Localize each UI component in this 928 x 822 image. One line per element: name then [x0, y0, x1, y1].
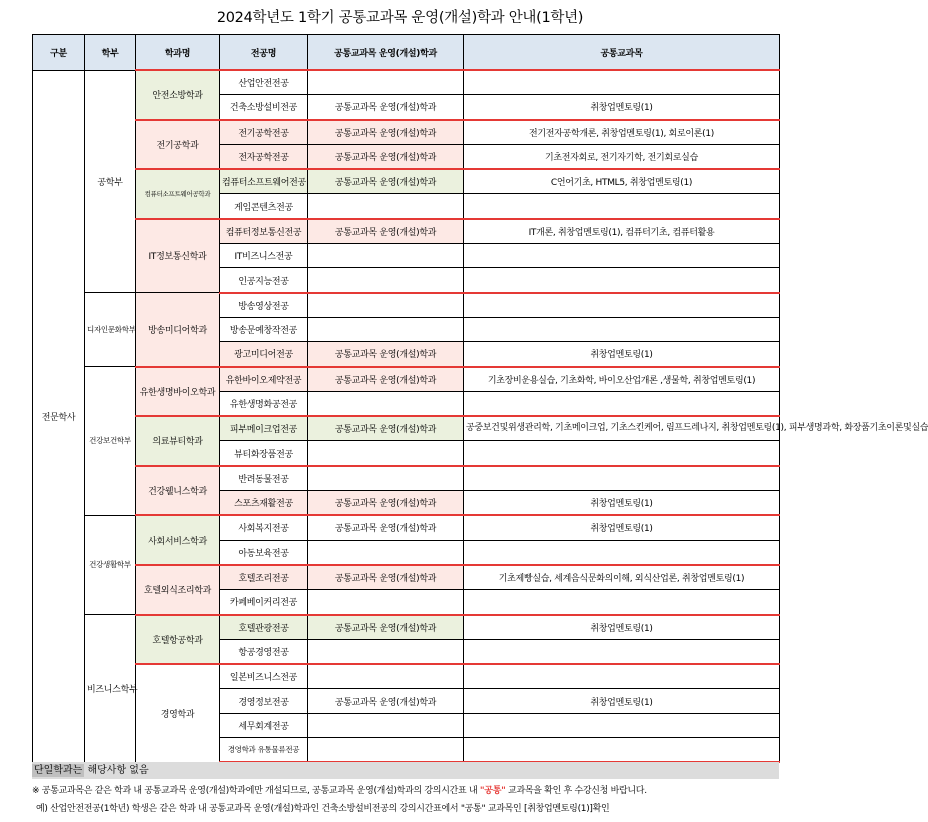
major-cell: 유한생명화공전공 — [220, 391, 308, 416]
major-cell: 사회복지전공 — [220, 515, 308, 540]
operating-cell: 공통교과목 운영(개설)학과 — [308, 416, 464, 441]
major-cell: IT비즈니스전공 — [220, 244, 308, 268]
courses-cell — [464, 70, 780, 95]
single-department-label: 단일학과는 — [34, 765, 83, 776]
table-row — [33, 664, 780, 689]
faculty-cell: 디자인문화학부 — [85, 293, 136, 367]
operating-cell — [308, 194, 464, 219]
common-course-note — [32, 783, 647, 796]
department-cell: 의료뷰티학과 — [136, 416, 220, 466]
operating-cell — [308, 293, 464, 318]
operating-cell: 공통교과목 운영(개설)학과 — [308, 95, 464, 120]
operating-cell — [308, 317, 464, 341]
department-cell: 경영학과 — [136, 664, 220, 762]
department-cell: 전기공학과 — [136, 120, 220, 170]
major-cell: 피부메이크업전공 — [220, 416, 308, 441]
table-row — [33, 367, 780, 392]
courses-cell — [464, 466, 780, 491]
table-row — [33, 565, 780, 590]
operating-cell — [308, 713, 464, 737]
courses-cell — [464, 540, 780, 565]
table-row — [33, 416, 780, 441]
faculty-cell: 건강보건학부 — [85, 367, 136, 516]
major-cell: 아동보육전공 — [220, 540, 308, 565]
courses-cell — [464, 391, 780, 416]
courses-cell — [464, 194, 780, 219]
page-title: 2024학년도 1학기 공통교과목 운영(개설)학과 안내(1학년) — [216, 10, 584, 26]
courses-cell — [464, 317, 780, 341]
operating-cell — [308, 664, 464, 689]
major-cell: 뷰티화장품전공 — [220, 441, 308, 466]
courses-cell: 기초제빵실습, 세계음식문화의이해, 외식산업론, 취창업멘토링(1) — [464, 565, 780, 590]
operating-cell: 공통교과목 운영(개설)학과 — [308, 515, 464, 540]
table-row — [33, 615, 780, 640]
major-cell: 컴퓨터정보통신전공 — [220, 219, 308, 244]
department-cell: 건강웰니스학과 — [136, 466, 220, 516]
courses-cell: 취창업멘토링(1) — [464, 491, 780, 516]
courses-cell: 취창업멘토링(1) — [464, 689, 780, 713]
major-cell: 호텔관광전공 — [220, 615, 308, 640]
major-cell: 세무회계전공 — [220, 713, 308, 737]
courses-cell: C언어기초, HTML5, 취창업멘토링(1) — [464, 169, 780, 194]
operating-cell: 공통교과목 운영(개설)학과 — [308, 342, 464, 367]
operating-cell — [308, 268, 464, 293]
table-row — [33, 515, 780, 540]
courses-cell — [464, 664, 780, 689]
table-row — [33, 70, 780, 95]
operating-cell: 공통교과목 운영(개설)학과 — [308, 565, 464, 590]
single-department-note — [32, 762, 779, 779]
courses-cell — [464, 738, 780, 763]
example-note: 예) 산업안전전공(1학년) 학생은 같은 학과 내 공통교과목 운영(개설)학과인 건축소방설비전공의 강의시간표에서 "공통" 교과목인 [취창업멘토링(1)]확인 — [36, 804, 610, 814]
header-department: 학과명 — [136, 35, 220, 71]
major-cell: 호텔조리전공 — [220, 565, 308, 590]
department-cell: 호텔외식조리학과 — [136, 565, 220, 615]
major-cell: 게임콘텐츠전공 — [220, 194, 308, 219]
major-cell: 스포츠재활전공 — [220, 491, 308, 516]
major-cell: 경영정보전공 — [220, 689, 308, 713]
major-cell: 항공경영전공 — [220, 639, 308, 664]
operating-cell — [308, 391, 464, 416]
courses-cell — [464, 639, 780, 664]
table-header-row — [33, 35, 780, 71]
courses-cell: 취창업멘토링(1) — [464, 515, 780, 540]
courses-cell: 공중보건및위생관리학, 기초메이크업, 기초스킨케어, 림프드레나지, 취창업멘토링(1), 피부생명과학, 화장품기초이론및실습 — [464, 416, 780, 441]
major-cell: 경영학과 유통물류전공 — [220, 738, 308, 763]
courses-cell — [464, 293, 780, 318]
major-cell: 유한바이오제약전공 — [220, 367, 308, 392]
table-row — [33, 120, 780, 145]
courses-cell: 전기전자공학개론, 취창업멘토링(1), 회로이론(1) — [464, 120, 780, 145]
courses-cell — [464, 441, 780, 466]
operating-cell: 공통교과목 운영(개설)학과 — [308, 120, 464, 145]
faculty-cell: 건강생활학부 — [85, 515, 136, 614]
common-course-note-a: ※ 공통교과목은 같은 학과 내 공통교과목 운영(개설)학과에만 개설되므로, 공통교과목 운영(개설)학과의 강의시간표 내 — [32, 786, 480, 796]
courses-cell — [464, 244, 780, 268]
major-cell: 건축소방설비전공 — [220, 95, 308, 120]
table-row — [33, 219, 780, 244]
major-cell: 방송문예창작전공 — [220, 317, 308, 341]
department-cell: 방송미디어학과 — [136, 293, 220, 367]
courses-cell — [464, 268, 780, 293]
operating-cell — [308, 244, 464, 268]
operating-cell — [308, 590, 464, 615]
common-keyword: "공통" — [479, 786, 506, 796]
department-cell: 안전소방학과 — [136, 70, 220, 120]
header-major: 전공명 — [220, 35, 308, 71]
department-cell: 유한생명바이오학과 — [136, 367, 220, 417]
operating-cell: 공통교과목 운영(개설)학과 — [308, 169, 464, 194]
header-division: 구분 — [33, 35, 85, 71]
major-cell: 전자공학전공 — [220, 144, 308, 169]
courses-cell: 취창업멘토링(1) — [464, 95, 780, 120]
header-courses: 공통교과목 — [464, 35, 780, 71]
courses-cell: 취창업멘토링(1) — [464, 342, 780, 367]
operating-cell — [308, 540, 464, 565]
division-cell: 전문학사 — [33, 70, 85, 762]
table-row — [33, 293, 780, 318]
header-faculty: 학부 — [85, 35, 136, 71]
major-cell: 컴퓨터소프트웨어전공 — [220, 169, 308, 194]
operating-cell: 공통교과목 운영(개설)학과 — [308, 615, 464, 640]
operating-cell — [308, 441, 464, 466]
department-cell: 호텔항공학과 — [136, 615, 220, 665]
major-cell: 인공지능전공 — [220, 268, 308, 293]
operating-cell — [308, 738, 464, 763]
table-row — [33, 169, 780, 194]
courses-cell: 취창업멘토링(1) — [464, 615, 780, 640]
major-cell: 반려동물전공 — [220, 466, 308, 491]
major-cell: 산업안전전공 — [220, 70, 308, 95]
courses-cell — [464, 713, 780, 737]
table-row — [33, 466, 780, 491]
operating-cell: 공통교과목 운영(개설)학과 — [308, 219, 464, 244]
operating-cell — [308, 639, 464, 664]
department-cell: 컴퓨터소프트웨어공학과 — [136, 169, 220, 219]
faculty-cell: 비즈니스학부 — [85, 615, 136, 763]
major-cell: 전기공학전공 — [220, 120, 308, 145]
operating-cell: 공통교과목 운영(개설)학과 — [308, 689, 464, 713]
operating-cell: 공통교과목 운영(개설)학과 — [308, 367, 464, 392]
operating-cell — [308, 70, 464, 95]
faculty-cell: 공학부 — [85, 70, 136, 293]
department-table — [32, 34, 928, 763]
major-cell: 일본비즈니스전공 — [220, 664, 308, 689]
department-cell: IT정보통신학과 — [136, 219, 220, 293]
operating-cell: 공통교과목 운영(개설)학과 — [308, 491, 464, 516]
single-department-text: 해당사항 없음 — [84, 765, 149, 776]
operating-cell: 공통교과목 운영(개설)학과 — [308, 144, 464, 169]
major-cell: 광고미디어전공 — [220, 342, 308, 367]
major-cell: 카페베이커리전공 — [220, 590, 308, 615]
header-operating: 공통교과목 운영(개설)학과 — [308, 35, 464, 71]
courses-cell — [464, 590, 780, 615]
common-course-note-b: 교과목을 확인 후 수강신청 바랍니다. — [505, 786, 647, 796]
courses-cell: 기초전자회로, 전기자기학, 전기회로실습 — [464, 144, 780, 169]
courses-cell: 기초장비운용실습, 기초화학, 바이오산업개론 ,생물학, 취창업멘토링(1) — [464, 367, 780, 392]
operating-cell — [308, 466, 464, 491]
courses-cell: IT개론, 취창업멘토링(1), 컴퓨터기초, 컴퓨터활용 — [464, 219, 780, 244]
major-cell: 방송영상전공 — [220, 293, 308, 318]
department-cell: 사회서비스학과 — [136, 515, 220, 565]
